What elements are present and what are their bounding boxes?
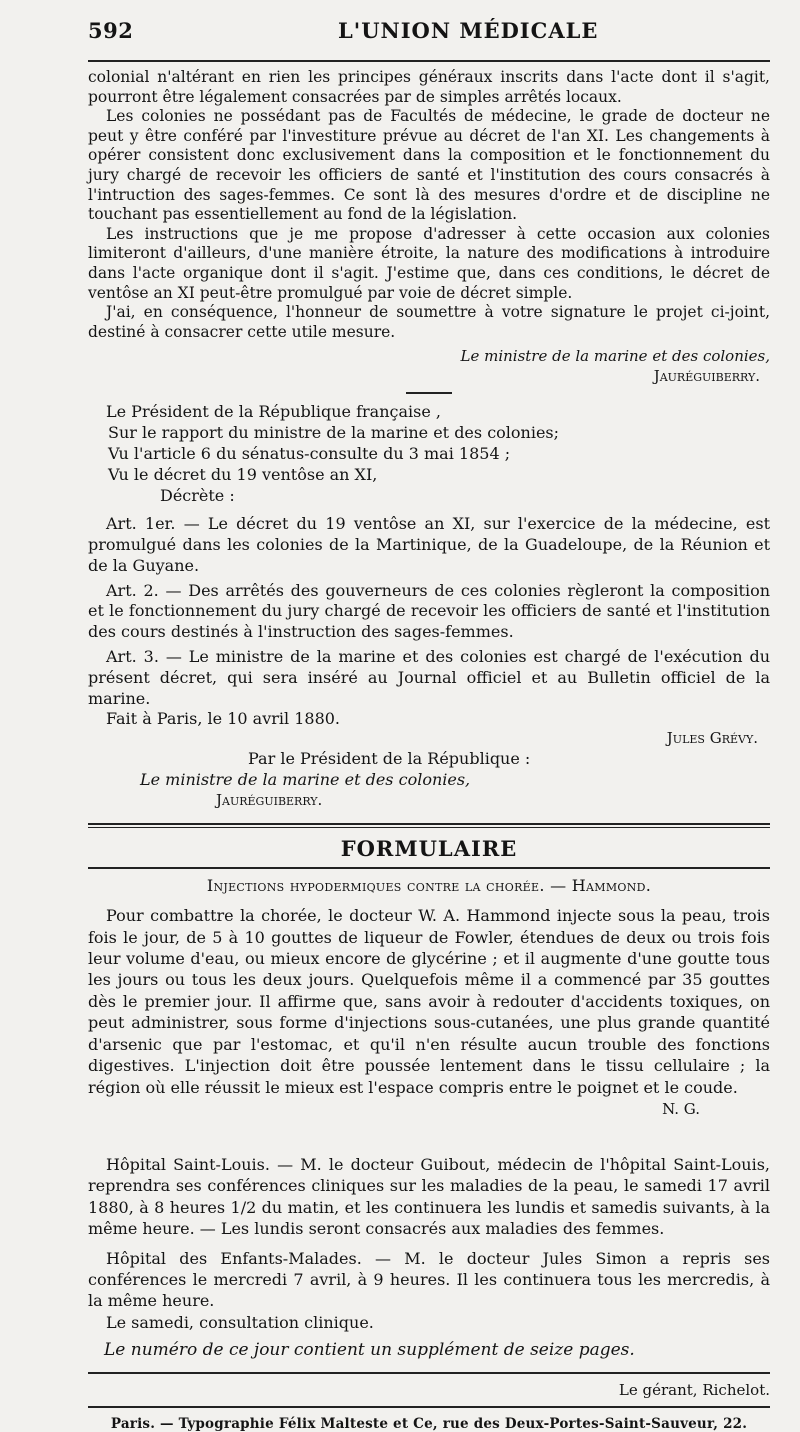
news-hopital-saint-louis: Hôpital Saint-Louis. — M. le docteur Guibout, médecin de l'hôpital Saint-Louis, reprendra ses conférences cliniques sur les maladies de la peau, le samedi 17 avril 1880, à 8 heures 1/2 du matin, et les continuera les lundis et samedis suivants, à la même heure. — Les lundis seront consacrés aux maladies des femmes. xyxy=(88,1154,770,1239)
news-samedi: Le samedi, consultation clinique. xyxy=(106,1312,374,1332)
section-separator xyxy=(406,392,452,394)
decree-article-2: Art. 2. — Des arrêtés des gouverneurs de ces colonies règleront la composition et le fonctionnement du jury chargé de recevoir les officiers de santé et l'institution des cours destinés à l'instruction des sages-femmes. xyxy=(88,580,770,642)
header-rule xyxy=(88,60,770,62)
decree-section xyxy=(88,402,770,811)
decree-article-3: Art. 3. — Le ministre de la marine et des colonies est chargé de l'exécution du présent décret, qui sera inséré au Journal officiel et au Bulletin officiel de la marine. xyxy=(88,647,770,708)
decree-par-le-president: Par le Président de la République : xyxy=(248,749,531,769)
report-paragraph-4: J'ai, en conséquence, l'honneur de soumettre à votre signature le projet ci-joint, destiné à consacrer cette utile mesure. xyxy=(88,303,770,341)
formulaire-heading-rule xyxy=(88,867,770,869)
printer-imprint: Paris. — Typographie Félix Malteste et Ce, rue des Deux-Portes-Saint-Sauveur, 22. xyxy=(110,1416,748,1432)
decree-signer: Jules Grévy. xyxy=(666,729,758,748)
footer-rule-bottom xyxy=(88,1406,770,1408)
decree-line-vu-decret: Vu le décret du 19 ventôse an XI, xyxy=(108,464,378,484)
decree-line-rapport: Sur le rapport du ministre de la marine et des colonies; xyxy=(108,423,560,443)
decree-article-1: Art. 1er. — Le décret du 19 ventôse an XI, sur l'exercice de la médecine, est promulgué dans les colonies de la Martinique, de la Guadeloupe, de la Réunion et de la Guyane. xyxy=(88,514,770,575)
page-number: 592 xyxy=(88,18,134,43)
decree-ministre-title: Le ministre de la marine et des colonies, xyxy=(140,770,471,790)
journal-title: L'UNION MÉDICALE xyxy=(338,18,599,43)
decree-ministre-name: Jauréguiberry. xyxy=(216,791,323,810)
decree-line-president: Le Président de la République française , xyxy=(106,402,441,422)
report-paragraph-3: Les instructions que je me propose d'adresser à cette occasion aux colonies limiteront d'ailleurs, d'une manière étroite, la nature des modifications à introduire dans l'acte organique dont il s'agit. J'estime que, dans ces conditions, le décret de ventôse an XI peut-être promulgué par voie de décret simple. xyxy=(88,224,770,302)
report-paragraph-2: Les colonies ne possédant pas de Facultés de médecine, le grade de docteur ne peut y être conféré par l'investiture prévue au décret de l'an XI. Les changements à opérer consistent donc exclusivement dans la composition et le fonctionnement du jury chargé de recevoir les officiers de santé et l'institution des cours consacrés à l'intruction des sages-femmes. Ce sont là des mesures d'ordre et de discipline ne touchant pas essentiellement au fond de la législation. xyxy=(88,107,770,224)
report-signature-title: Le ministre de la marine et des colonies, xyxy=(460,347,770,366)
decree-fait-a-paris: Fait à Paris, le 10 avril 1880. xyxy=(106,709,341,729)
report-signature-name: Jauréguiberry. xyxy=(653,367,760,386)
formulaire-section xyxy=(88,875,770,1120)
report-section xyxy=(88,68,770,386)
page-header xyxy=(88,18,770,52)
formulaire-body: Pour combattre la chorée, le docteur W. A. Hammond injecte sous la peau, trois fois le jour, de 5 à 10 gouttes de liqueur de Fowler, étendues de deux ou trois fois leur volume d'eau, ou mieux encore de glycérine ; et il augmente d'une goutte tous les jours ou tous les deux jours. Quelquefois même il a commencé par 35 gouttes dès le premier jour. Il affirme que, sans avoir à redouter d'accidents toxiques, on peut administrer, sous forme d'injections sous-cutanées, une plus grande quantité d'arsenic que par l'estomac, et qu'il n'en résulte aucun trouble des fonctions digestives. L'injection doit être poussée lentement dans le tissu cellulaire ; la région où elle réussit le mieux est l'espace compris entre le poignet et le coude. xyxy=(88,906,770,1097)
formulaire-title: Injections hypodermiques contre la chorée. — Hammond. xyxy=(206,876,652,896)
formulaire-top-rule xyxy=(88,823,770,828)
footer-rule-top xyxy=(88,1372,770,1374)
news-section xyxy=(88,1154,770,1362)
gerant-signature: Le gérant, Richelot. xyxy=(618,1381,770,1400)
formulaire-initials: N. G. xyxy=(662,1099,700,1118)
formulaire-heading: FORMULAIRE xyxy=(340,836,518,862)
decree-decrete: Décrète : xyxy=(160,485,235,505)
supplement-notice: Le numéro de ce jour contient un supplément de seize pages. xyxy=(104,1340,635,1361)
decree-line-vu-senatus: Vu l'article 6 du sénatus-consulte du 3 mai 1854 ; xyxy=(108,443,511,463)
news-hopital-enfants-malades: Hôpital des Enfants-Malades. — M. le docteur Jules Simon a repris ses conférences le mercredi 7 avril, à 9 heures. Il les continuera tous les mercredis, à la même heure. xyxy=(88,1248,770,1311)
report-paragraph-1: colonial n'altérant en rien les principes généraux inscrits dans l'acte dont il s'agit, pourront être légalement consacrées par de simples arrêtés locaux. xyxy=(88,68,770,106)
